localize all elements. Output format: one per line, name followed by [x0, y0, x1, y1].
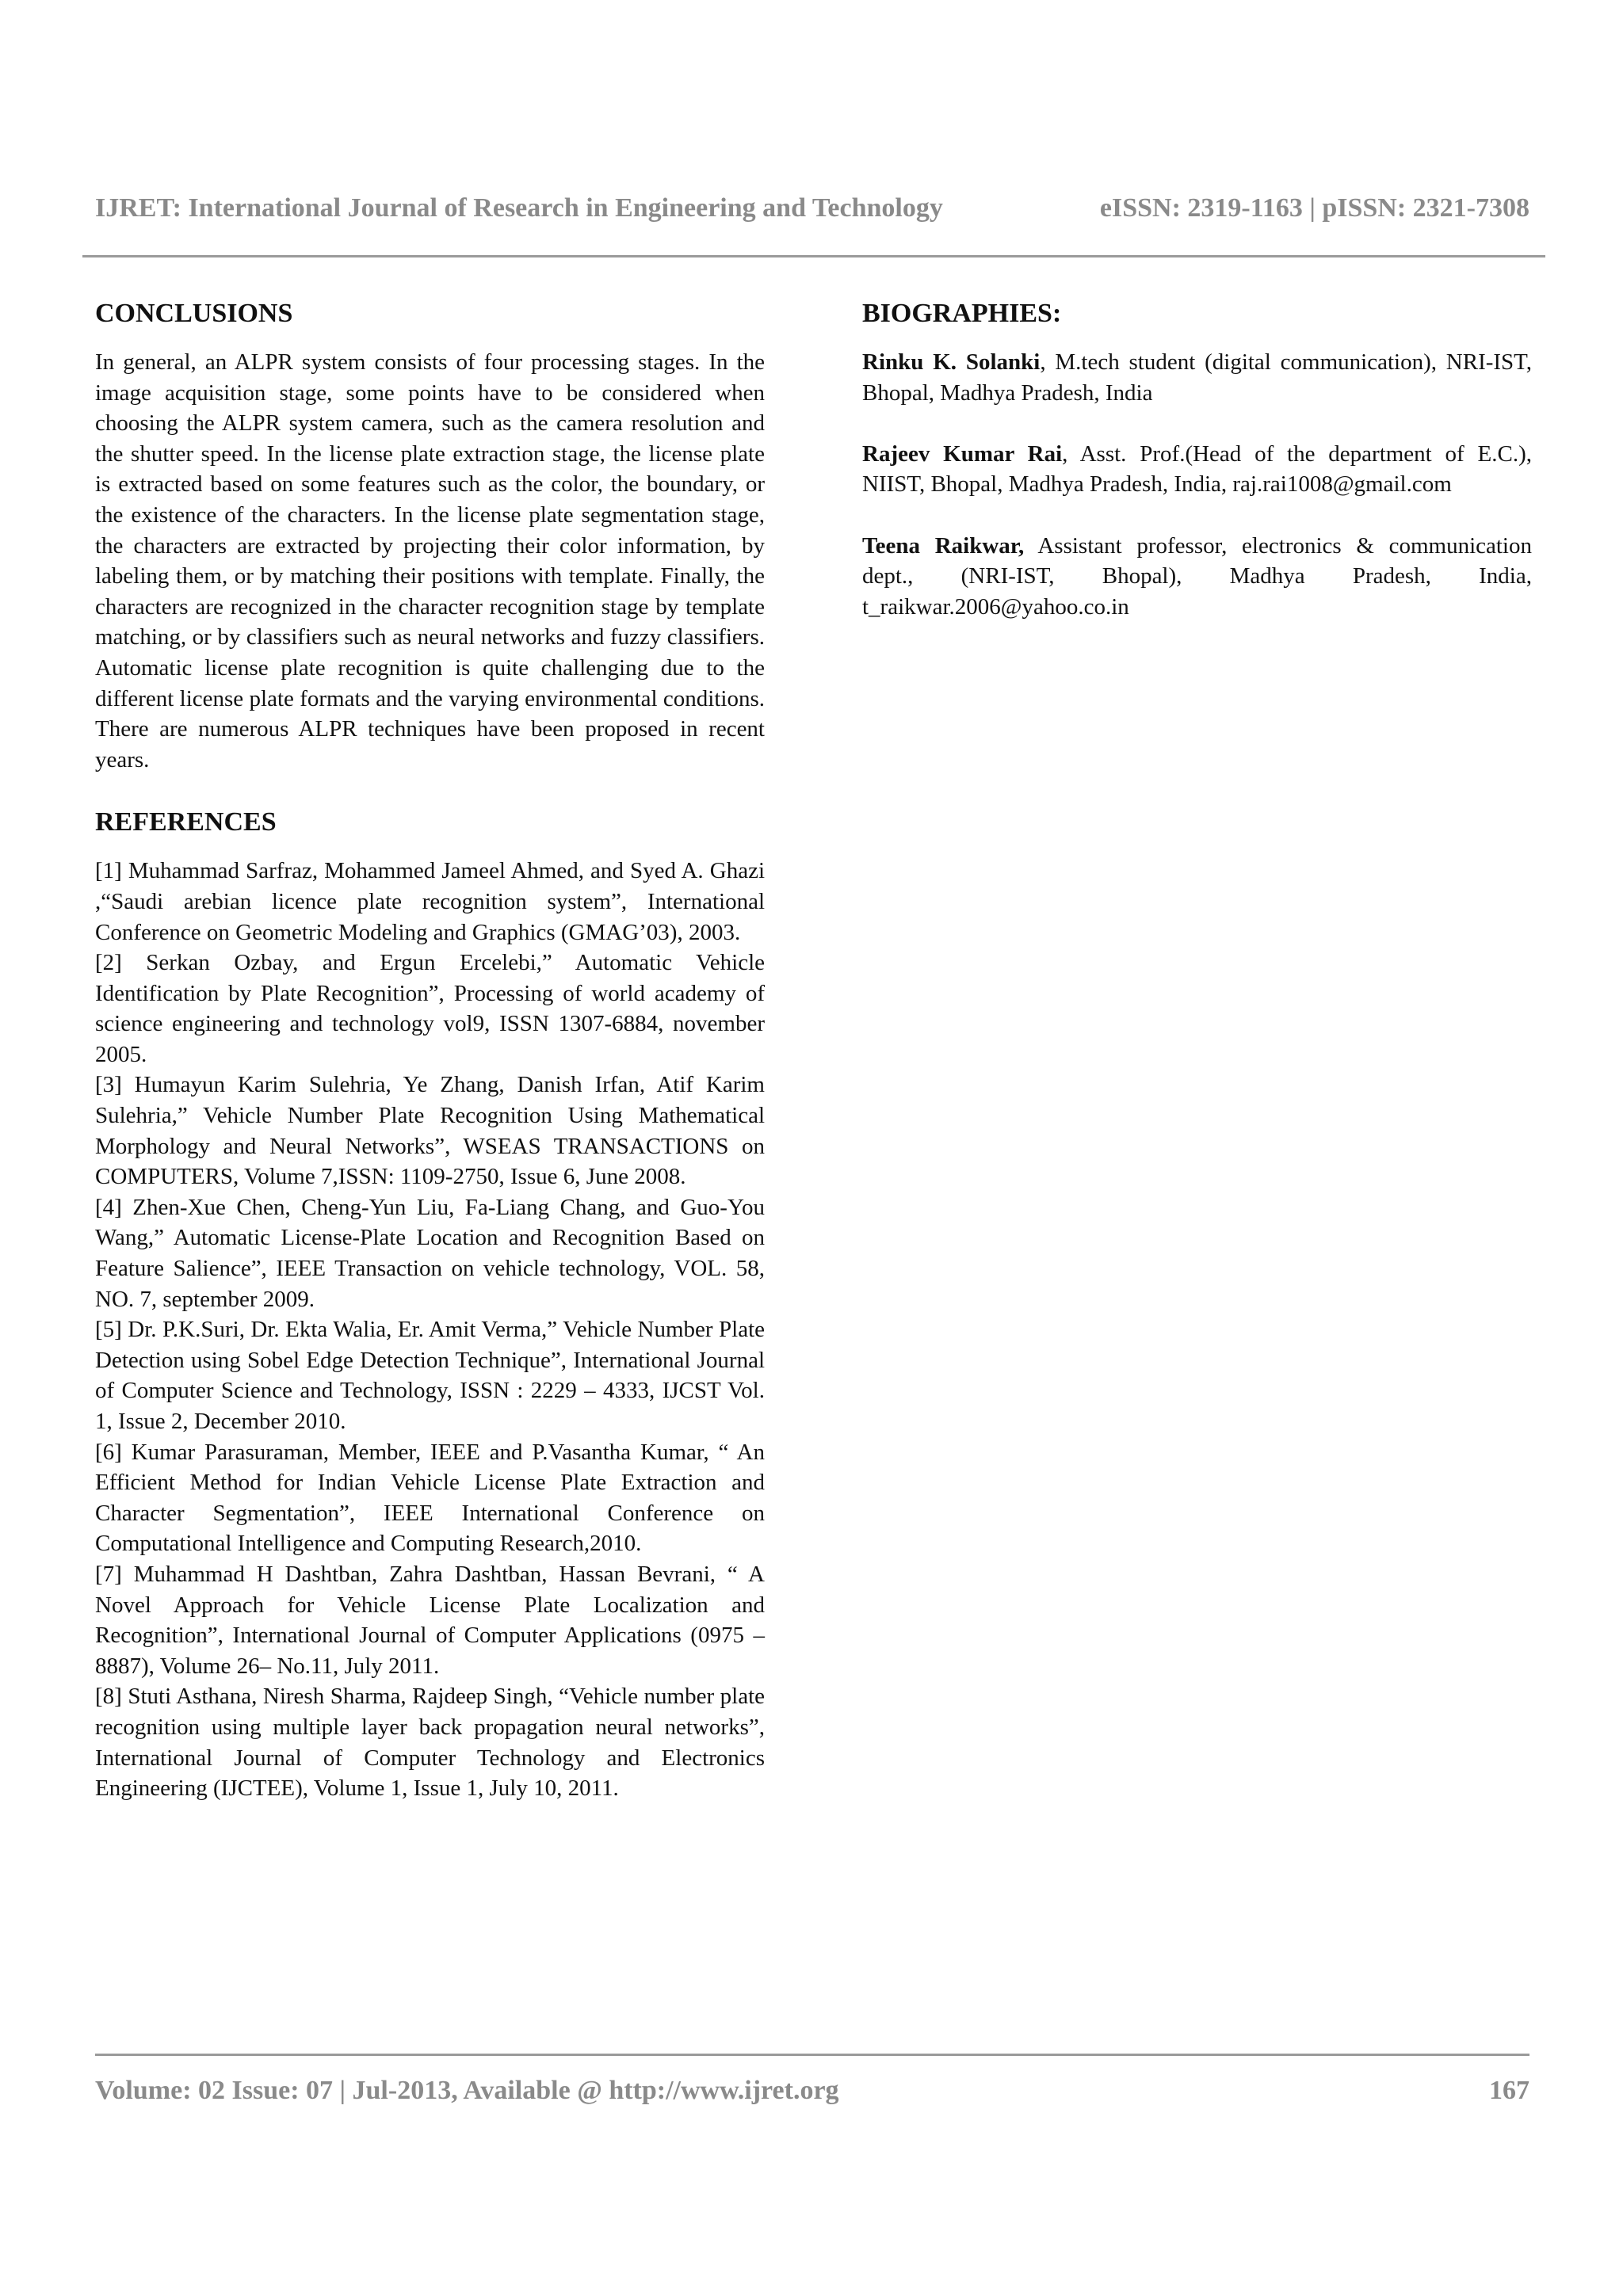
reference-item: [5] Dr. P.K.Suri, Dr. Ekta Walia, Er. Amit Verma,” Vehicle Number Plate Detection using Sobel Edge Detection Technique”, International Journal of Computer Science and Technology, ISSN : 2229 – 4333, IJCST Vol. 1, Issue 2, December 2010.	[95, 1317, 765, 1434]
conclusions-heading: CONCLUSIONS	[95, 299, 293, 328]
author-name: Rinku K. Solanki	[862, 349, 1041, 375]
page-footer	[95, 2076, 1529, 2111]
references-heading: REFERENCES	[95, 807, 277, 837]
reference-item: [4] Zhen-Xue Chen, Cheng-Yun Liu, Fa-Liang Chang, and Guo-You Wang,” Automatic License-Plate Location and Recognition Based on Feature Salience”, IEEE Transaction on vehicle technology, VOL. 58, NO. 7, september 2009.	[95, 1194, 765, 1312]
biography-entry	[862, 347, 1532, 408]
page-header	[95, 193, 1529, 228]
page-number: 167	[1489, 2076, 1529, 2105]
biographies-heading: BIOGRAPHIES:	[862, 299, 1062, 328]
reference-item: [7] Muhammad H Dashtban, Zahra Dashtban, Hassan Bevrani, “ A Novel Approach for Vehicle License Plate Localization and Recognition”, International Journal of Computer Applications (0975 – 8887), Volume 26– No.11, July 2011.	[95, 1561, 765, 1679]
reference-item: [1] Muhammad Sarfraz, Mohammed Jameel Ahmed, and Syed A. Ghazi ,“Saudi arebian licence plate recognition system”, International Conference on Geometric Modeling and Graphics (GMAG’03), 2003.	[95, 858, 765, 945]
biography-entry	[862, 531, 1532, 623]
volume-info: Volume: 02 Issue: 07 | Jul-2013, Available @ http://www.ijret.org	[95, 2076, 839, 2105]
left-column	[95, 296, 765, 1804]
right-column	[862, 296, 1532, 653]
biography-entry	[862, 439, 1532, 500]
journal-title: IJRET: International Journal of Research in Engineering and Technology	[95, 193, 943, 223]
author-details: , M.tech student (digital communication), NRI-IST, Bhopal, Madhya Pradesh, India	[862, 349, 1532, 406]
conclusions-paragraph: In general, an ALPR system consists of four processing stages. In the image acquisition stage, some points have to be considered when choosing the ALPR system camera, such as the camera resolution and the shutter speed. In the license plate extraction stage, the license plate is extracted based on some features such as the color, the boundary, or the existence of the characters. In the license plate segmentation stage, the characters are extracted by projecting their color information, by labeling them, or by matching their positions with template. Finally, the characters are recognized in the character recognition stage by template matching, or by classifiers such as neural networks and fuzzy classifiers. Automatic license plate recognition is quite challenging due to the different license plate formats and the varying environmental conditions. There are numerous ALPR techniques have been proposed in recent years.	[95, 349, 765, 772]
author-details: , Asst. Prof.(Head of the department of E.C.), NIIST, Bhopal, Madhya Pradesh, India, raj.rai1008@gmail.com	[862, 441, 1532, 498]
reference-item: [2] Serkan Ozbay, and Ergun Ercelebi,” Automatic Vehicle Identification by Plate Recognition”, Processing of world academy of science engineering and technology vol9, ISSN 1307-6884, november 2005.	[95, 950, 765, 1067]
header-divider	[82, 255, 1545, 257]
author-name: Rajeev Kumar Rai	[862, 441, 1063, 467]
author-name: Teena Raikwar,	[862, 532, 1025, 559]
author-details: Assistant professor, electronics & communication dept., (NRI-IST, Bhopal), Madhya Pradesh, India, t_raikwar.2006@yahoo.co.in	[862, 532, 1532, 620]
reference-item: [6] Kumar Parasuraman, Member, IEEE and P.Vasantha Kumar, “ An Efficient Method for Indian Vehicle License Plate Extraction and Character Segmentation”, IEEE International Conference on Computational Intelligence and Computing Research,2010.	[95, 1439, 765, 1557]
references-list	[95, 856, 765, 1803]
issn-info: eISSN: 2319-1163 | pISSN: 2321-7308	[1099, 193, 1529, 223]
footer-divider	[95, 2054, 1529, 2056]
reference-item: [8] Stuti Asthana, Niresh Sharma, Rajdeep Singh, “Vehicle number plate recognition using multiple layer back propagation neural networks”, International Journal of Computer Technology and Electronics Engineering (IJCTEE), Volume 1, Issue 1, July 10, 2011.	[95, 1684, 765, 1802]
reference-item: [3] Humayun Karim Sulehria, Ye Zhang, Danish Irfan, Atif Karim Sulehria,” Vehicle Number Plate Recognition Using Mathematical Morphology and Neural Networks”, WSEAS TRANSACTIONS on COMPUTERS, Volume 7,ISSN: 1109-2750, Issue 6, June 2008.	[95, 1072, 765, 1190]
